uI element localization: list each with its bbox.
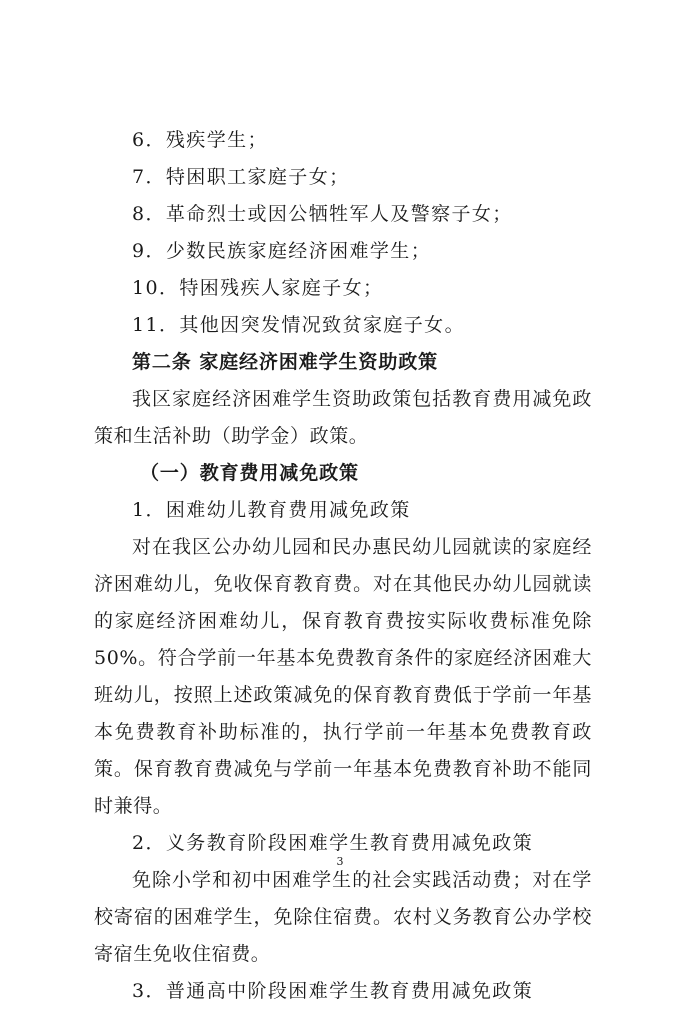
list-item: 6．残疾学生； [132,129,268,151]
list-item: 11．其他因突发情况致贫家庭子女。 [132,314,465,336]
subsection-title: 1．困难幼儿教育费用减免政策 [132,499,411,521]
page-number: 3 [336,855,344,868]
article-heading: 第二条 家庭经济困难学生资助政策 [132,351,439,373]
page-content [94,122,592,1010]
subsection-title: 2．义务教育阶段困难学生教育费用减免政策 [132,832,534,854]
list-item: 7．特困职工家庭子女； [132,166,350,188]
subsection-body: 对在我区公办幼儿园和民办惠民幼儿园就读的家庭经济困难幼儿，免收保育教育费。对在其他民办幼儿园就读的家庭经济困难幼儿，保育教育费按实际收费标准免除 50%。符合学前一年基本免费教育条件的家庭经济困难大班幼儿，按照上述政策减免的保育教育费低于学前一年基本免费教育补助标准的，执行学前一年基本免费教育政策。保育教育费减免与学前一年基本免费教育补助不能同时兼得。 [94,536,592,817]
subsection-title: 3．普通高中阶段困难学生教育费用减免政策 [132,980,534,1002]
intro-paragraph: 我区家庭经济困难学生资助政策包括教育费用减免政策和生活补助（助学金）政策。 [94,388,592,447]
list-item: 9．少数民族家庭经济困难学生； [132,240,432,262]
subsection-body: 免除小学和初中困难学生的社会实践活动费；对在学校寄宿的困难学生，免除住宿费。农村义务教育公办学校寄宿生免收住宿费。 [94,869,592,965]
list-item: 10．特困残疾人家庭子女； [132,277,384,299]
list-item: 8．革命烈士或因公牺牲军人及警察子女； [132,203,513,225]
section-heading: （一）教育费用减免政策 [140,462,359,484]
